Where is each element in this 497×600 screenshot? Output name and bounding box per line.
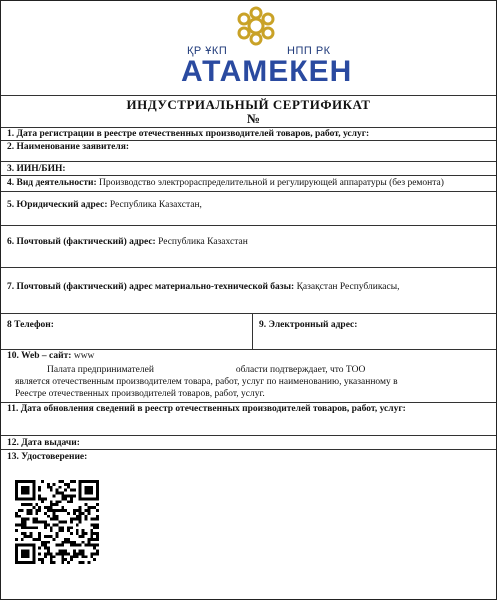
field-registration-date: 1. Дата регистрации в реестре отечественных производителей товаров, работ, услуг: — [7, 129, 370, 139]
field-applicant-name: 2. Наименование заявителя: — [7, 142, 130, 152]
field-phone: 8 Телефон: — [7, 320, 54, 330]
atameken-logo — [181, 5, 353, 93]
divider — [1, 161, 496, 162]
certificate-title: ИНДУСТРИАЛЬНЫЙ СЕРТИФИКАТ — [126, 97, 371, 112]
divider — [1, 225, 496, 226]
divider — [252, 313, 253, 349]
divider — [1, 313, 496, 314]
certificate-number: № — [246, 111, 261, 126]
logo-wordmark: АТАМЕКЕН — [181, 55, 353, 88]
divider — [1, 175, 496, 176]
divider — [1, 127, 496, 128]
confirm-region: области подтверждает, что ТОО — [235, 365, 366, 375]
divider — [1, 435, 496, 436]
confirmation-text — [7, 364, 493, 400]
qr-code-icon — [15, 480, 99, 564]
confirm-line-3: Реестре отечественных производителей товаров, работ, услуг. — [15, 389, 265, 399]
logo-right-caption: НПП РК — [287, 45, 331, 57]
field-website: 10. Web – сайт: www — [7, 351, 95, 361]
field-iin-bin: 3. ИИН/БИН: — [7, 164, 66, 174]
field-certificate: 13. Удостоверение: — [7, 452, 88, 462]
field-activity: 4. Вид деятельности: Производство электрораспределительной и регулирующей аппаратуры (без ремонта) — [7, 178, 444, 188]
divider — [1, 95, 496, 96]
field-update-date: 11. Дата обновления сведений в реестр отечественных производителей товаров, работ, услуг: — [7, 404, 406, 414]
field-email: 9. Электронный адрес: — [259, 320, 358, 330]
divider — [1, 402, 496, 403]
divider — [1, 267, 496, 268]
confirm-line-2: является отечественным производителем товара, работ, услуг по наименованию, указанному в — [15, 377, 398, 387]
logo-left-caption: ҚР ҰКП — [187, 45, 228, 57]
divider — [1, 349, 496, 350]
field-postal-address: 6. Почтовый (фактический) адрес: Республика Казахстан — [7, 237, 248, 247]
atameken-emblem-icon — [233, 5, 279, 47]
field-legal-address: 5. Юридический адрес: Республика Казахстан, — [7, 200, 202, 210]
field-issue-date: 12. Дата выдачи: — [7, 438, 80, 448]
divider — [1, 140, 496, 141]
divider — [1, 191, 496, 192]
confirm-chamber: Палата предпринимателей — [47, 365, 154, 375]
field-base-address: 7. Почтовый (фактический) адрес материально-технической базы: Қазақстан Республикасы, — [7, 282, 400, 292]
divider — [1, 449, 496, 450]
